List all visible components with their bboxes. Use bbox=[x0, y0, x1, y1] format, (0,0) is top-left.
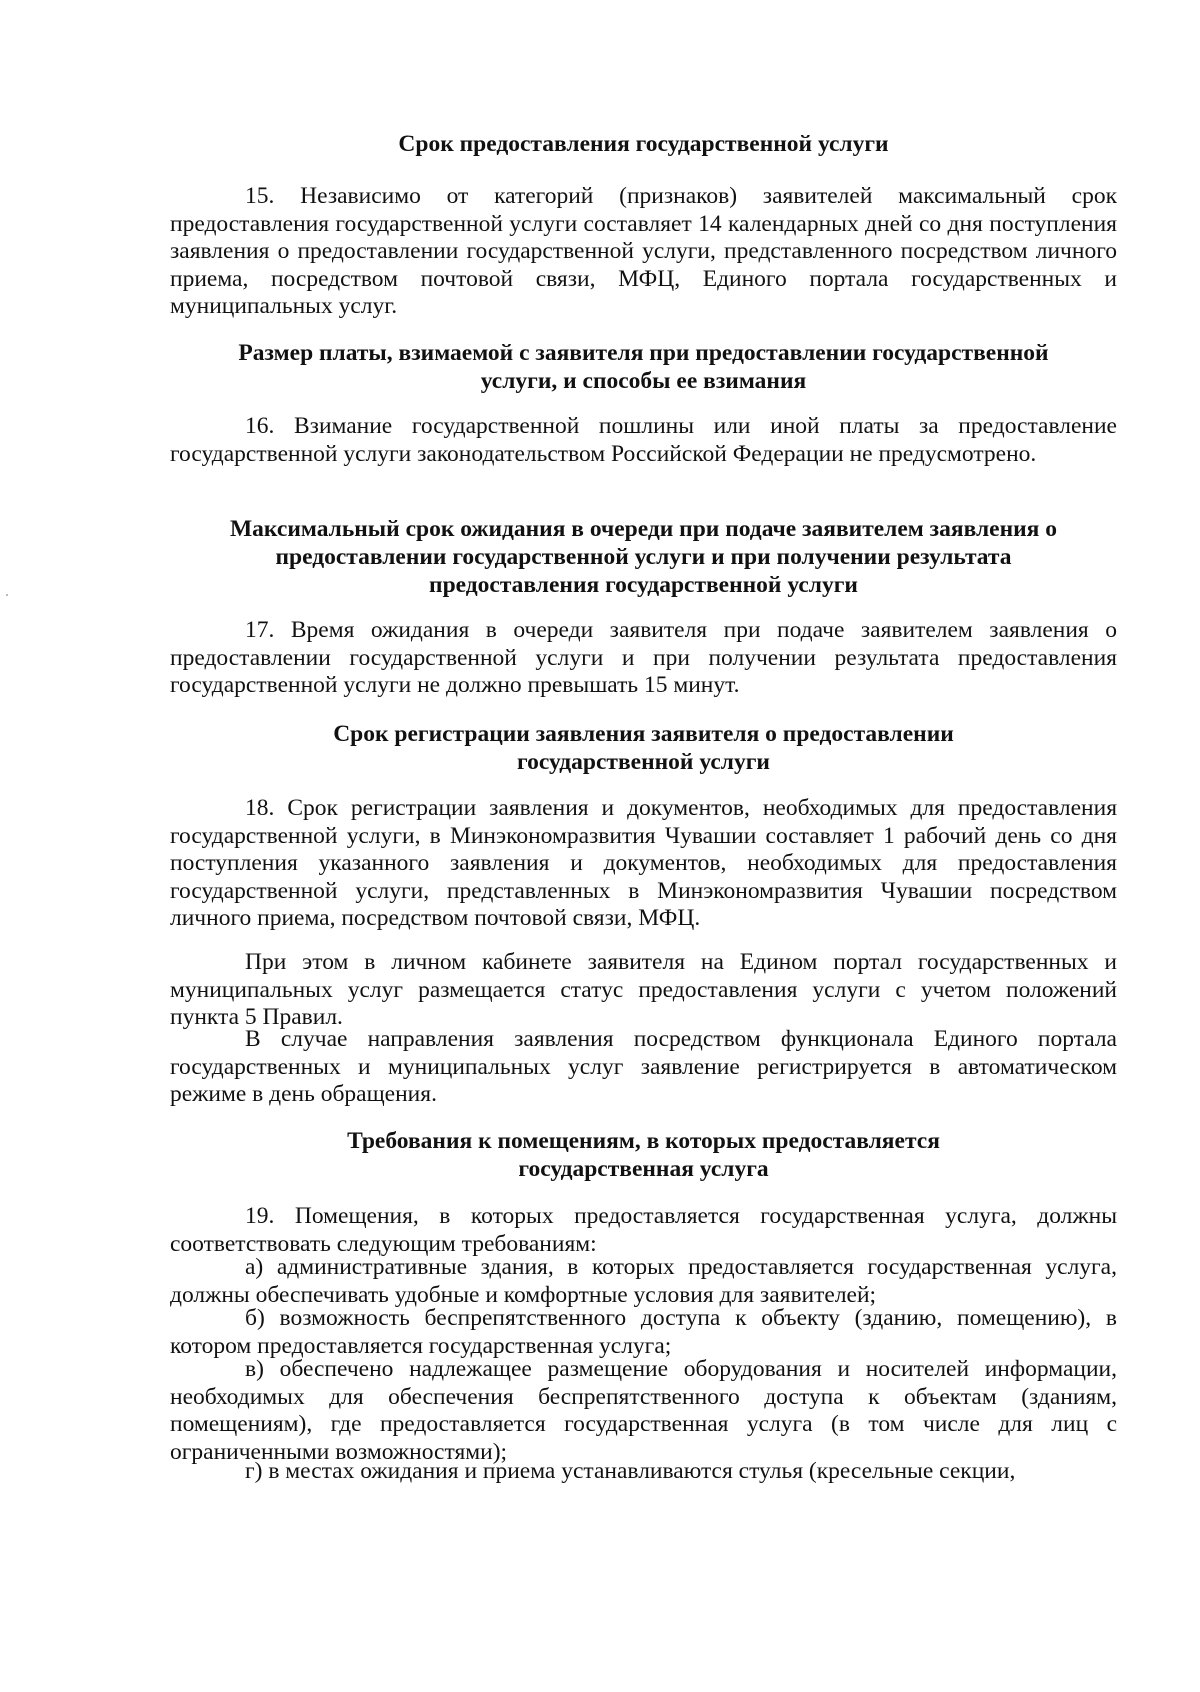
heading-line: Требования к помещениям, в которых предоставляется bbox=[347, 1128, 940, 1154]
paragraph-18-portal: В случае направления заявления посредством функционала Единого портала государственных и муниципальных услуг заявление регистрируется в автоматическом режиме в день обращения. bbox=[170, 1026, 1117, 1107]
heading-line: Срок регистрации заявления заявителя о предоставлении bbox=[333, 721, 954, 747]
heading-line: государственной услуги bbox=[517, 749, 770, 775]
heading-line: услуги, и способы ее взимания bbox=[480, 368, 807, 394]
paragraph-19-b: б) возможность беспрепятственного доступа к объекту (зданию, помещению), в котором предоставляется государственная услуга; bbox=[170, 1305, 1117, 1359]
heading-line: предоставлении государственной услуги и при получении результата bbox=[275, 544, 1012, 570]
paragraph-16: 16. Взимание государственной пошлины или иной платы за предоставление государственной услуги законодательством Российской Федерации не предусмотрено. bbox=[170, 413, 1117, 467]
scan-artifact bbox=[6, 594, 8, 596]
paragraph-17: 17. Время ожидания в очереди заявителя при подаче заявителем заявления о предоставлении государственной услуги и при получении результата предоставления государственной услуги не должно превышать 15 минут. bbox=[170, 617, 1117, 698]
section-heading-premises bbox=[170, 1127, 1117, 1183]
paragraph-19: 19. Помещения, в которых предоставляется государственная услуга, должны соответствовать следующим требованиям: bbox=[170, 1203, 1117, 1257]
paragraph-19-c: в) обеспечено надлежащее размещение оборудования и носителей информации, необходимых для обеспечения беспрепятственного доступа к объектам (зданиям, помещениям), где предоставляется государственная услуга (в том числе для лиц с ограниченными возможностями); bbox=[170, 1356, 1117, 1465]
document-page bbox=[170, 0, 1117, 1692]
section-heading-term bbox=[170, 130, 1117, 158]
section-heading-queue bbox=[170, 515, 1117, 599]
paragraph-19-d: г) в местах ожидания и приема устанавливаются стулья (кресельные секции, bbox=[245, 1458, 1016, 1484]
section-heading-fee bbox=[170, 339, 1117, 395]
heading-line: предоставления государственной услуги bbox=[429, 572, 858, 598]
heading-line: Срок предоставления государственной услуги bbox=[398, 131, 889, 157]
heading-line: государственная услуга bbox=[518, 1156, 769, 1182]
section-heading-registration bbox=[170, 720, 1117, 776]
paragraph-18-status: При этом в личном кабинете заявителя на Едином портал государственных и муниципальных услуг размещается статус предоставления услуги с учетом положений пункта 5 Правил. bbox=[170, 949, 1117, 1030]
heading-line: Размер платы, взимаемой с заявителя при предоставлении государственной bbox=[238, 340, 1049, 366]
paragraph-18: 18. Срок регистрации заявления и документов, необходимых для предоставления государственной услуги, в Минэкономразвития Чувашии составляет 1 рабочий день со дня поступления указанного заявления и документов, необходимых для предоставления государственной услуги, представленных в Минэкономразвития Чувашии посредством личного приема, посредством почтовой связи, МФЦ. bbox=[170, 795, 1117, 931]
paragraph-19-a: а) административные здания, в которых предоставляется государственная услуга, должны обеспечивать удобные и комфортные условия для заявителей; bbox=[170, 1254, 1117, 1308]
heading-line: Максимальный срок ожидания в очереди при подаче заявителем заявления о bbox=[230, 516, 1057, 542]
paragraph-15: 15. Независимо от категорий (признаков) заявителей максимальный срок предоставления государственной услуги составляет 14 календарных дней со дня поступления заявления о предоставлении государственной услуги, представленного посредством личного приема, посредством почтовой связи, МФЦ, Единого портала государственных и муниципальных услуг. bbox=[170, 183, 1117, 319]
